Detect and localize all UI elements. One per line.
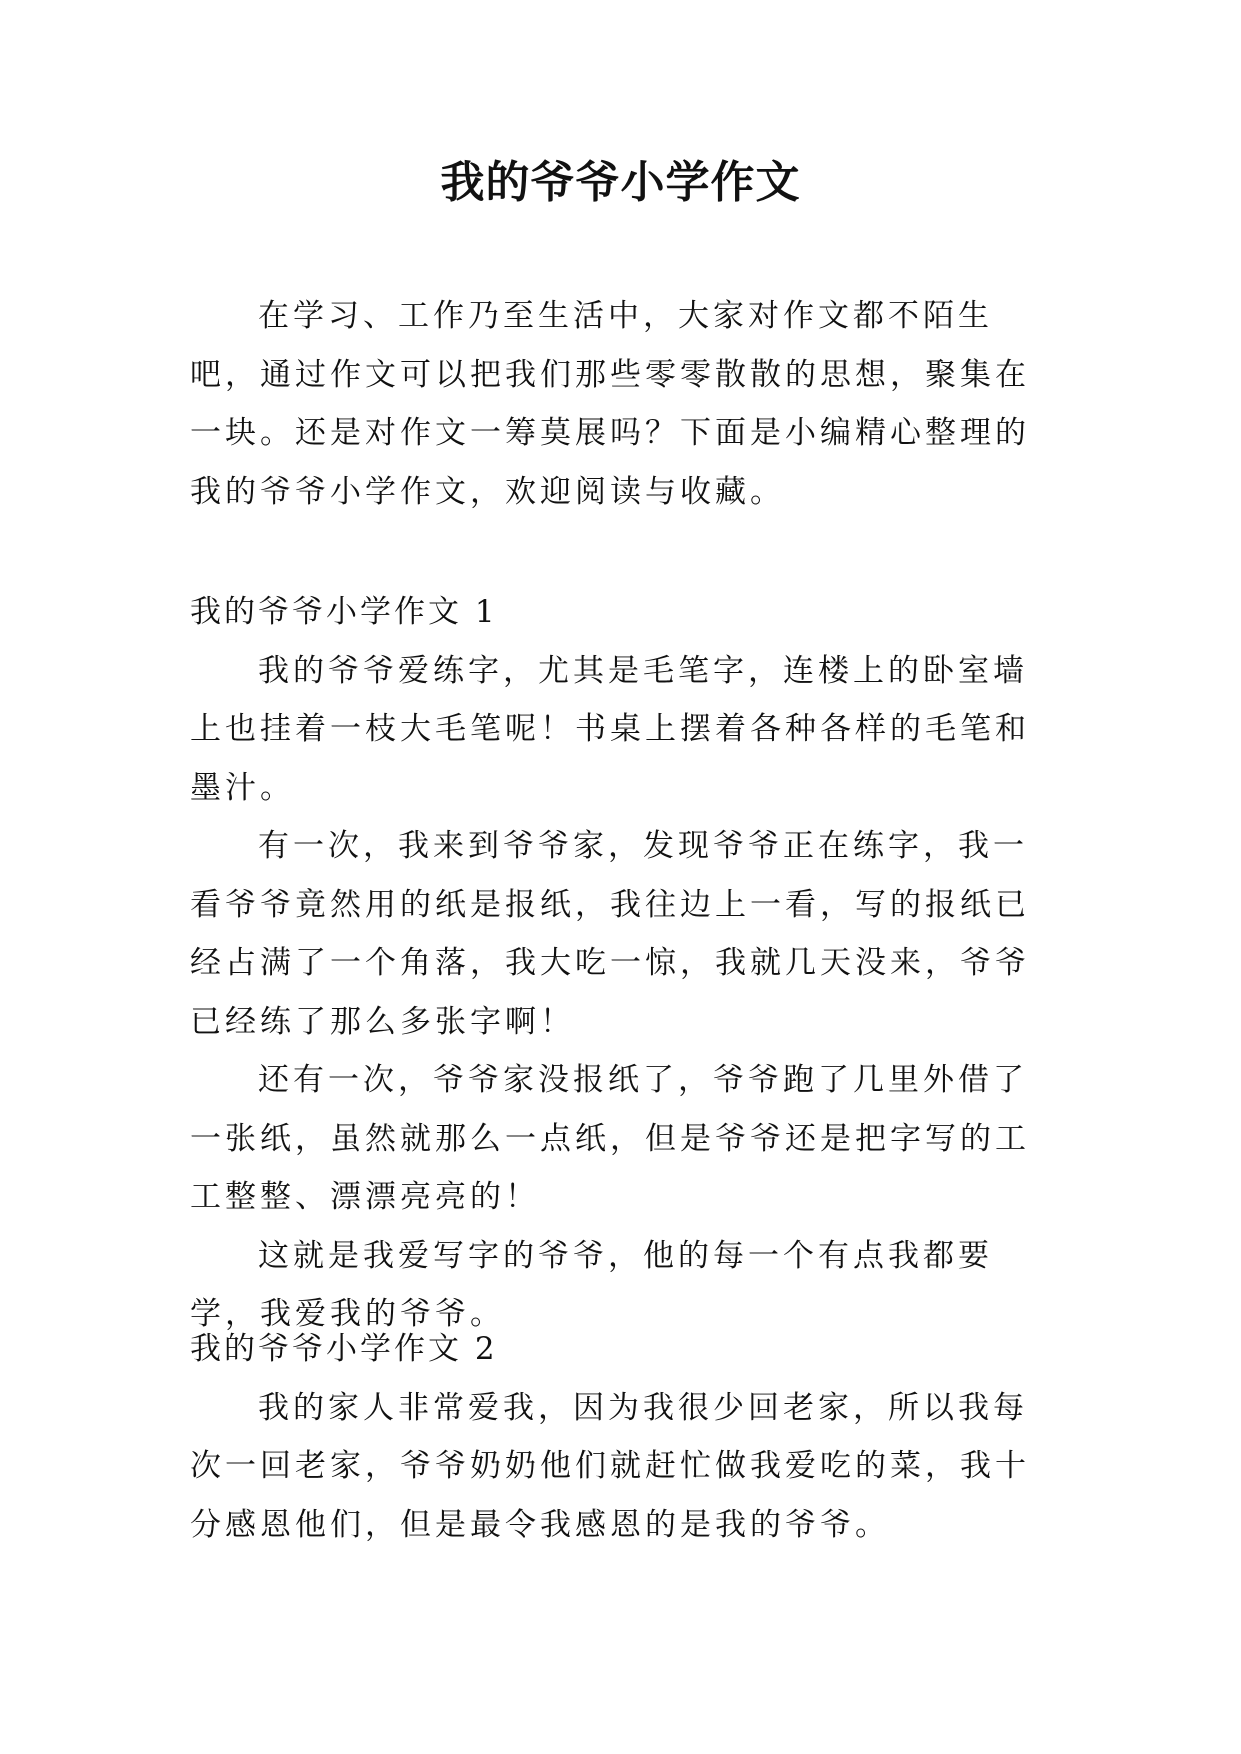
section-1 [190,583,1050,1344]
section-2 [190,1320,1050,1554]
section-paragraph: 有一次，我来到爷爷家，发现爷爷正在练字，我一看爷爷竟然用的纸是报纸，我往边上一看，写的报纸已经占满了一个角落，我大吃一惊，我就几天没来，爷爷已经练了那么多张字啊！ [190,828,1030,1040]
document-title: 我的爷爷小学作文 [440,157,801,208]
intro-block [190,287,1050,521]
section-paragraph: 我的爷爷爱练字，尤其是毛笔字，连楼上的卧室墙上也挂着一枝大毛笔呢！书桌上摆着各种各样的毛笔和墨汁。 [190,652,1030,806]
intro-paragraph: 在学习、工作乃至生活中，大家对作文都不陌生吧，通过作文可以把我们那些零零散散的思想，聚集在一块。还是对作文一筹莫展吗？下面是小编精心整理的我的爷爷小学作文，欢迎阅读与收藏。 [190,298,1030,510]
section-heading: 我的爷爷小学作文 2 [190,1331,498,1367]
section-paragraph: 这就是我爱写字的爷爷，他的每一个有点我都要学，我爱我的爷爷。 [190,1237,993,1332]
section-heading: 我的爷爷小学作文 1 [190,594,498,630]
section-paragraph: 还有一次，爷爷家没报纸了，爷爷跑了几里外借了一张纸，虽然就那么一点纸，但是爷爷还是把字写的工工整整、漂漂亮亮的！ [190,1062,1030,1215]
section-paragraph: 我的家人非常爱我，因为我很少回老家，所以我每次一回老家，爷爷奶奶他们就赶忙做我爱吃的菜，我十分感恩他们，但是最令我感恩的是我的爷爷。 [190,1389,1030,1543]
